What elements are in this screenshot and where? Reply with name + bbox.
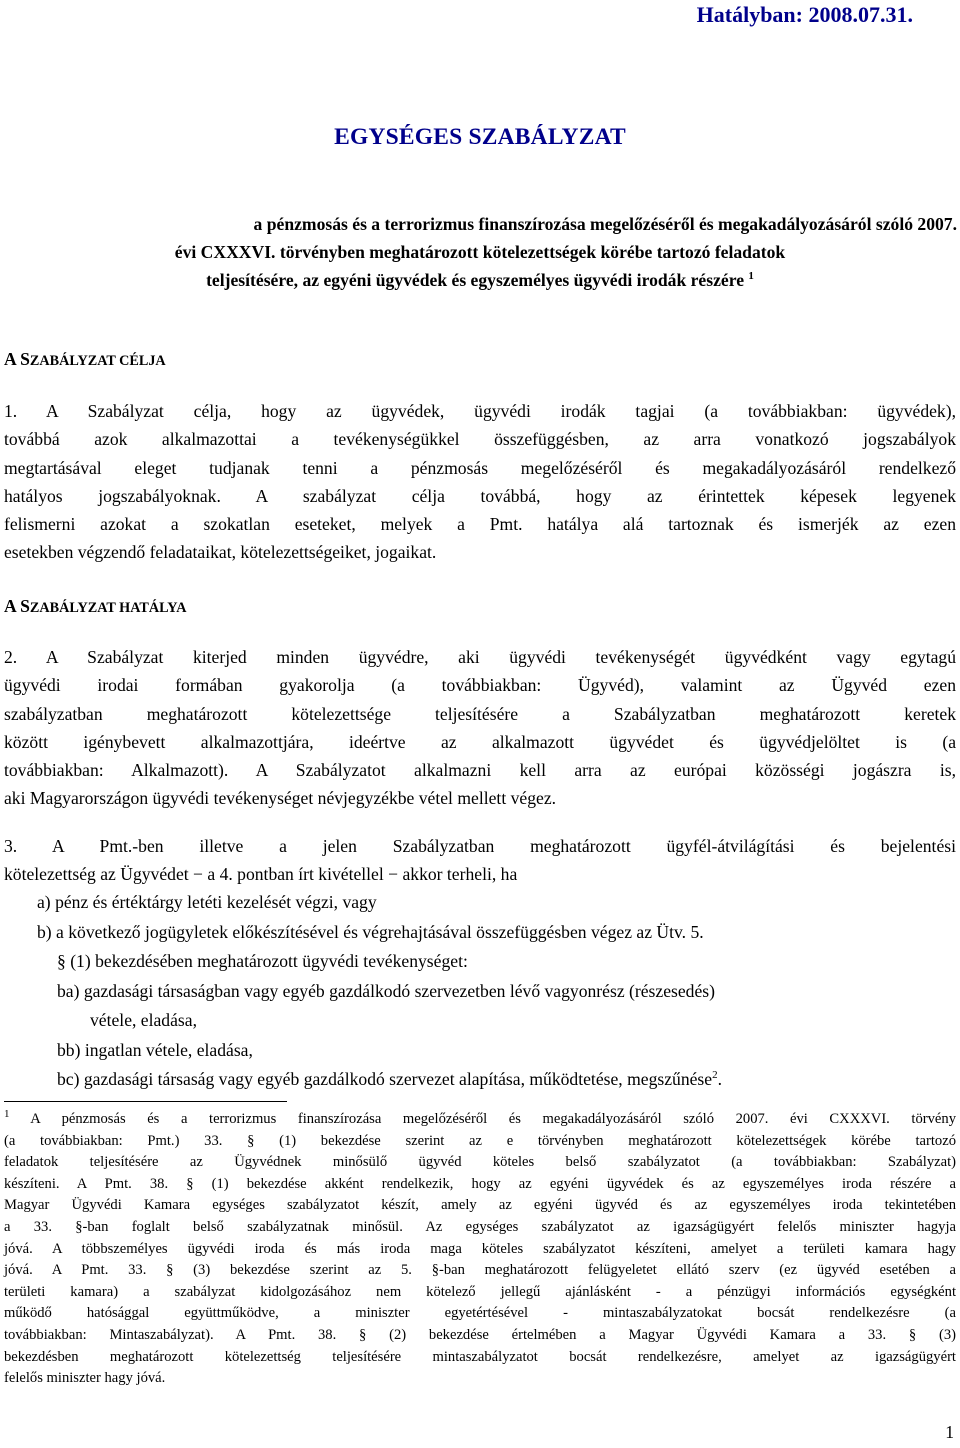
- paragraph-line: hatályos jogszabályoknak. A szabályzat célja továbbá, hogy az érintettek képesek legyenek: [4, 485, 956, 506]
- paragraph-line: aki Magyarországon ügyvédi tevékenységet névjegyzékbe vétel mellett végez.: [4, 788, 557, 809]
- footnote-marker: 1: [4, 1108, 10, 1121]
- paragraph-line: felismerni azokat a szokatlan eseteket, melyek a Pmt. hatálya alá tartoznak és ismerjék az ezen: [4, 514, 956, 535]
- document-title: EGYSÉGES SZABÁLYZAT: [334, 124, 626, 150]
- paragraph-line: 1. A Szabályzat célja, hogy az ügyvédek, ügyvédi irodák tagjai (a továbbiakban: ügyvédek),: [4, 401, 956, 421]
- section-heading-purpose: A SZABÁLYZAT CÉLJA: [4, 349, 166, 369]
- footnote-line: területi kamara) a szabályzat kidolgozásához nem kötelező jellegű ajánlásként - a pénzügyi információs egységként: [4, 1283, 956, 1300]
- paragraph-line: továbbá azok alkalmazottai a tevékenységükkel összefüggésben, az arra vonatkozó jogszabályok: [4, 429, 956, 450]
- paragraph-3: [4, 832, 956, 889]
- footnote-reference[interactable]: 2: [712, 1069, 718, 1082]
- section-heading-scope: A SZABÁLYZAT HATÁLYA: [4, 596, 187, 616]
- footnote-line: felelős miniszter hagy jóvá.: [4, 1370, 166, 1387]
- paragraph-line: között igénybevett alkalmazottjára, ideértve az alkalmazott ügyvédet és ügyvédjelöltet is (a: [4, 731, 956, 752]
- footnote-line: működő hatósággal együttműködve, a miniszter egyetértésével - mintaszabályzatokat bocsát rendelkezésre (a: [4, 1305, 956, 1322]
- paragraph-line: 2. A Szabályzat kiterjed minden ügyvédre, aki ügyvédi tevékenységét ügyvédként vagy egytagú: [4, 647, 956, 667]
- subtitle-line: a pénzmosás és a terrorizmus finanszírozása megelőzéséről és megakadályozásáról szóló 2007.: [253, 214, 957, 234]
- paragraph-line: esetekben végzendő feladataikat, kötelezettségeiket, jogaikat.: [4, 542, 437, 563]
- list-item: bc) gazdasági társaság vagy egyéb gazdálkodó szervezet alapítása, működtetése, megszűnése$^2$.: [57, 1069, 722, 1089]
- document-subtitle: [0, 210, 960, 294]
- footnote-separator: [4, 1101, 287, 1102]
- footnote-line: bekezdésben meghatározott kötelezettség teljesítésére mintaszabályzatot bocsát rendelkezésre, amelyet az igazságügyért: [4, 1348, 956, 1365]
- footnote-line: Magyar Ügyvédi Kamara egységes szabályzatot készít, amely az egyéni ügyvéd és az egyszemélyes iroda tekintetében: [4, 1197, 956, 1214]
- paragraph-line: ügyvédi irodai formában gyakorolja (a továbbiakban: Ügyvéd), valamint az Ügyvéd ezen: [4, 675, 956, 696]
- paragraph-line: megtartásával eleget tudjanak tenni a pénzmosás megelőzéséről és megakadályozásáról rendelkező: [4, 457, 956, 478]
- list-item: vétele, eladása,: [90, 1010, 197, 1030]
- list-item: § (1) bekezdésében meghatározott ügyvédi tevékenységet:: [57, 951, 468, 971]
- footnote-line: továbbiakban: Mintaszabályzat). A Pmt. 38. § (2) bekezdése értelmében a Magyar Ügyvédi Kamara a 33. § (3): [4, 1326, 956, 1343]
- footnote-line: feladatok teljesítésére az Ügyvédnek minősülő ügyvéd köteles belső szabályzatot (a továbbiakban: Szabályzat): [4, 1154, 956, 1171]
- in-force-date: Hatályban: 2008.07.31.: [696, 2, 913, 27]
- paragraph-2: [4, 643, 956, 813]
- paragraph-3-list: [4, 888, 956, 1095]
- footnote-line: jóvá. A többszemélyes ügyvédi iroda és más iroda maga köteles szabályzatot készíteni, amelyet a területi kamara hagy: [4, 1240, 956, 1257]
- paragraph-line: kötelezettség az Ügyvédet − a 4. pontban írt kivétellel − akkor terheli, ha: [4, 864, 518, 885]
- list-item: b) a következő jogügyletek előkészítésével és végrehajtásával összefüggésben végez az Ütv. 5.: [37, 921, 704, 942]
- footnote-line: jóvá. A Pmt. 33. § (3) bekezdése szerint az 5. §-ban meghatározott felügyeletet ellátó szerv (ez ügyvéd esetében a: [4, 1262, 956, 1279]
- footnote-line: $^1$ A pénzmosás és a terrorizmus finanszírozása megelőzéséről és megakadályozásáról szóló 2007. évi CXXXVI. törvény: [4, 1108, 956, 1127]
- page-number: 1: [945, 1422, 954, 1442]
- paragraph-1: [4, 397, 956, 567]
- list-item: ba) gazdasági társaságban vagy egyéb gazdálkodó szervezetben lévő vagyonrész (részesedés): [57, 980, 715, 1001]
- list-item: a) pénz és értéktárgy letéti kezelését végzi, vagy: [37, 892, 377, 912]
- subtitle-line: évi CXXXVI. törvényben meghatározott kötelezettségek körébe tartozó feladatok: [174, 242, 786, 262]
- paragraph-line: szabályzatban meghatározott kötelezettsége teljesítésére a Szabályzatban meghatározott keretek: [4, 703, 956, 724]
- footnote-1: [4, 1109, 956, 1390]
- paragraph-line: 3. A Pmt.-ben illetve a jelen Szabályzatban meghatározott ügyfél-átvilágítási és bejelentési: [4, 836, 956, 856]
- footnote-line: a 33. §-ban foglalt belső szabályzatnak minősül. Az egységes szabályzatot az igazságügyért felelős miniszter hagyja: [4, 1218, 956, 1235]
- paragraph-line: továbbiakban: Alkalmazott). A Szabályzatot alkalmazni kell arra az európai közösségi jogászra is,: [4, 760, 956, 781]
- footnote-reference[interactable]: 1: [748, 270, 754, 283]
- footnote-line: (a továbbiakban: Pmt.) 33. § (1) bekezdése szerint az e törvényben meghatározott kötelezettségek körébe tartozó: [4, 1132, 956, 1149]
- footnote-line: készíteni. A Pmt. 38. § (1) bekezdése akként rendelkezik, hogy az egyéni ügyvédek és az egyszemélyes iroda részére a: [4, 1175, 956, 1192]
- list-item: bb) ingatlan vétele, eladása,: [57, 1039, 253, 1060]
- subtitle-line: teljesítésére, az egyéni ügyvédek és egyszemélyes ügyvédi irodák részére $^1$: [206, 270, 754, 290]
